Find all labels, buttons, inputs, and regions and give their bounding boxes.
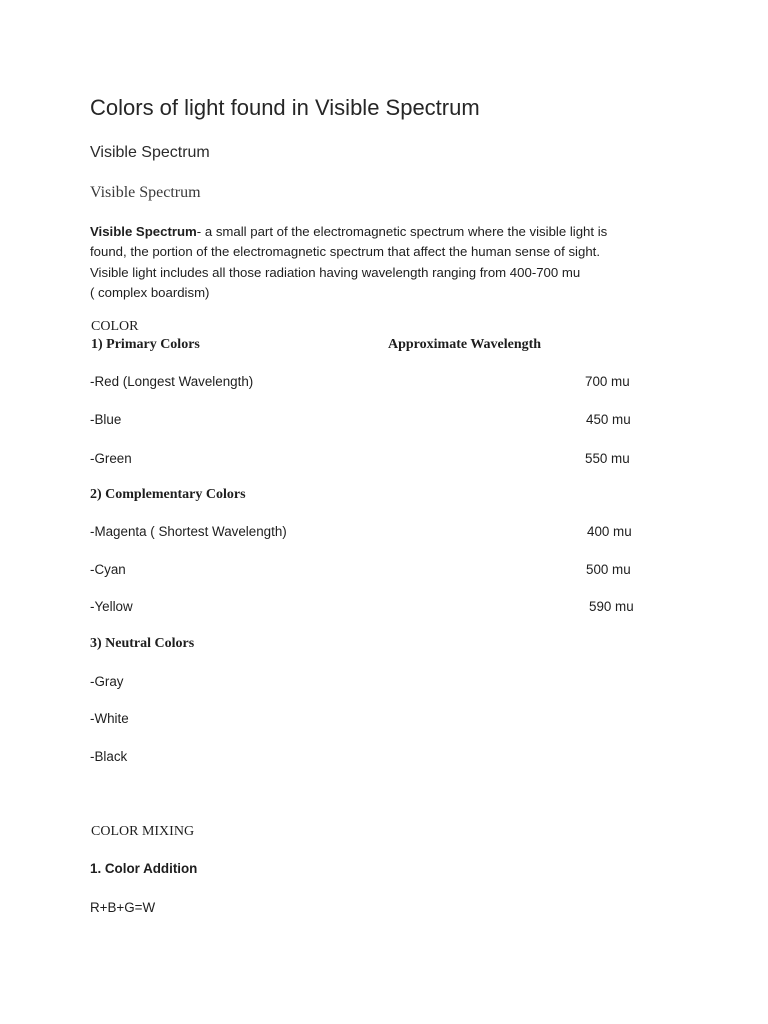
list-item: -White — [90, 711, 129, 726]
section-heading: Visible Spectrum — [90, 144, 210, 161]
wavelength-column-header: Approximate Wavelength — [388, 337, 542, 352]
neutral-colors-heading: 3) Neutral Colors — [90, 636, 195, 651]
intro-line-2: found, the portion of the electromagnetic spectrum that affect the human sense of sight. — [90, 244, 600, 260]
page-title: Colors of light found in Visible Spectrum — [90, 95, 480, 120]
list-item: -Magenta ( Shortest Wavelength) — [90, 524, 287, 539]
wavelength-value: 700 mu — [585, 374, 630, 389]
wavelength-value: 550 mu — [585, 451, 630, 466]
intro-line-4: ( complex boardism) — [90, 284, 210, 300]
list-item: -Cyan — [90, 562, 126, 577]
list-item: -Gray — [90, 674, 124, 689]
color-addition-formula: R+B+G=W — [90, 900, 156, 915]
list-item: -Green — [90, 451, 132, 466]
intro-term: Visible Spectrum — [90, 224, 197, 239]
list-item: -Blue — [90, 412, 122, 427]
wavelength-value: 400 mu — [587, 524, 632, 539]
color-heading: COLOR — [91, 319, 139, 334]
wavelength-value: 590 mu — [589, 599, 634, 614]
list-item: -Black — [90, 749, 128, 764]
complementary-colors-heading: 2) Complementary Colors — [90, 487, 246, 502]
section-subheading: Visible Spectrum — [90, 184, 201, 201]
intro-line-1 — [90, 222, 680, 242]
list-item: -Yellow — [90, 599, 133, 614]
color-mixing-heading: COLOR MIXING — [91, 824, 195, 839]
primary-colors-heading: 1) Primary Colors — [91, 337, 200, 352]
intro-text: - a small part of the electromagnetic spectrum where the visible light is — [196, 224, 608, 239]
wavelength-value: 500 mu — [586, 562, 631, 577]
list-item: -Red (Longest Wavelength) — [90, 374, 254, 389]
intro-paragraph — [90, 222, 680, 303]
wavelength-value: 450 mu — [586, 412, 631, 427]
color-addition-heading: 1. Color Addition — [90, 861, 198, 876]
intro-line-3: Visible light includes all those radiation having wavelength ranging from 400-700 mu — [90, 264, 581, 280]
